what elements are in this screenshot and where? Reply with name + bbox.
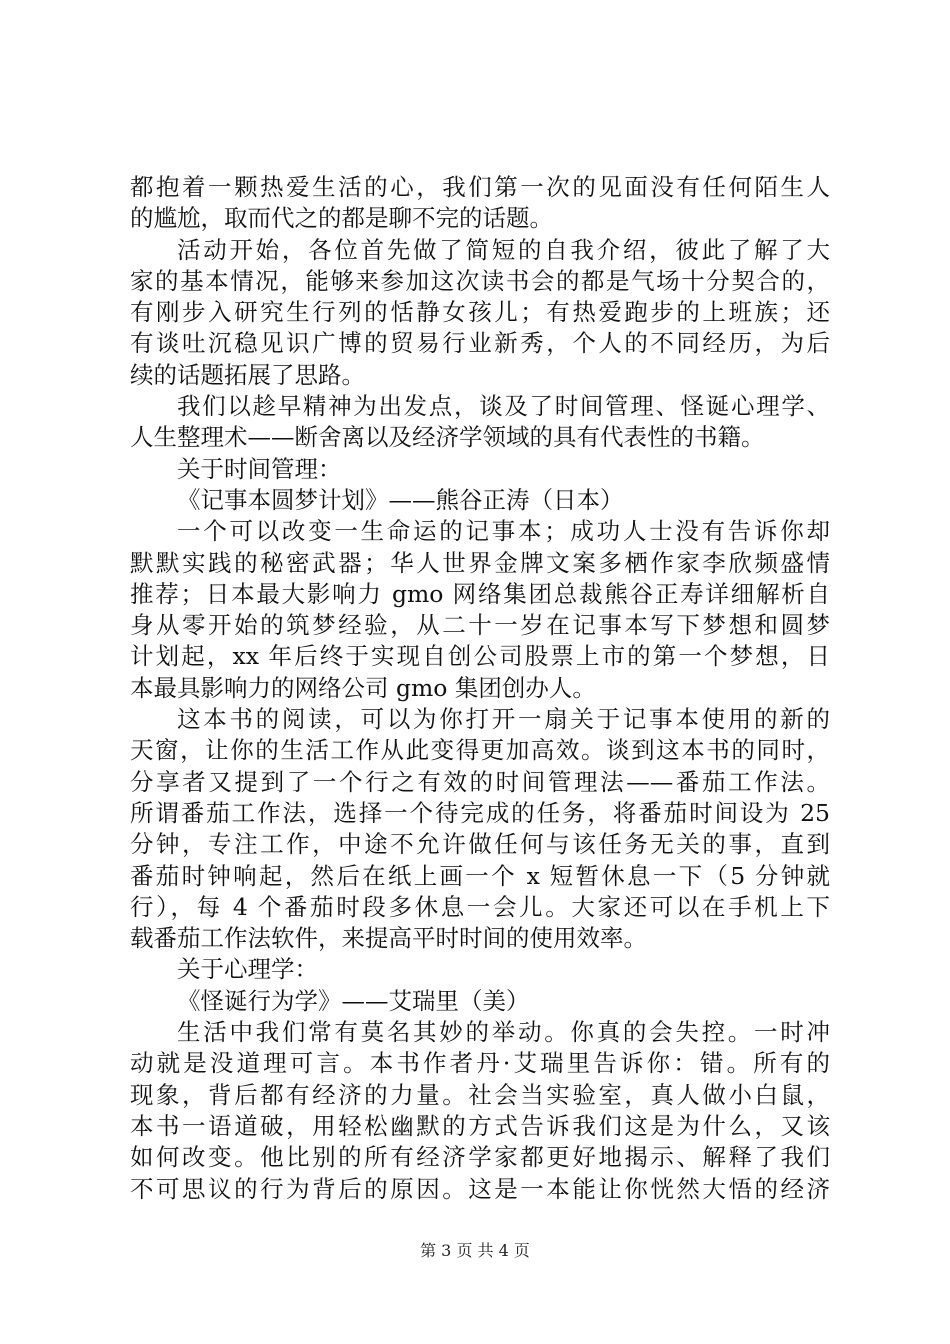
text-line: 我们以趁早精神为出发点，谈及了时间管理、怪诞心理学、 [177, 392, 830, 421]
text-line: 分钟，专注工作，中途不允许做任何与该任务无关的事，直到 [130, 830, 830, 859]
text-line: 身从零开始的筑梦经验，从二十一岁在记事本写下梦想和圆梦 [130, 611, 830, 640]
text-line: 有刚步入研究生行列的恬静女孩儿；有热爱跑步的上班族；还 [130, 298, 830, 327]
text-line: 如何改变。他比别的所有经济学家都更好地揭示、解释了我们 [130, 1143, 830, 1172]
text-line: 《记事本圆梦计划》——熊谷正涛（日本） [177, 485, 624, 514]
text-line: 的尴尬，取而代之的都是聊不完的话题。 [130, 204, 553, 233]
text-line: 生活中我们常有莫名其妙的举动。你真的会失控。一时冲 [177, 1018, 830, 1047]
text-line: 都抱着一颗热爱生活的心，我们第一次的见面没有任何陌生人 [130, 173, 830, 201]
text-line: 关于心理学： [177, 955, 318, 984]
text-line: 所谓番茄工作法，选择一个待完成的任务，将番茄时间设为 25 [130, 798, 830, 827]
text-line: 推荐；日本最大影响力 gmo 网络集团总裁熊谷正寿详细解析自 [130, 579, 830, 608]
text-line: 《怪诞行为学》——艾瑞里（美） [177, 986, 530, 1015]
text-line: 续的话题拓展了思路。 [130, 360, 365, 389]
text-line: 这本书的阅读，可以为你打开一扇关于记事本使用的新的 [177, 705, 830, 734]
text-line: 番茄时钟响起，然后在纸上画一个 x 短暂休息一下（5 分钟就 [130, 861, 830, 890]
text-line: 动就是没道理可言。本书作者丹·艾瑞里告诉你：错。所有的 [130, 1049, 830, 1078]
text-line: 本最具影响力的网络公司 gmo 集团创办人。 [130, 673, 596, 702]
text-line: 现象，背后都有经济的力量。社会当实验室，真人做小白鼠， [130, 1080, 830, 1109]
text-line: 默默实践的秘密武器；华人世界金牌文案多栖作家李欣频盛情 [130, 548, 830, 577]
body-text [130, 172, 830, 1205]
text-line: 人生整理术——断舍离以及经济学领域的具有代表性的书籍。 [130, 423, 765, 452]
text-line: 一个可以改变一生命运的记事本；成功人士没有告诉你却 [177, 517, 830, 546]
text-line: 本书一语道破，用轻松幽默的方式告诉我们这是为什么，又该 [130, 1111, 830, 1140]
text-line: 分享者又提到了一个行之有效的时间管理法——番茄工作法。 [130, 767, 830, 796]
text-line: 行），每 4 个番茄时段多休息一会儿。大家还可以在手机上下 [130, 892, 830, 921]
text-line: 天窗，让你的生活工作从此变得更加高效。谈到这本书的同时， [130, 736, 830, 765]
text-line: 有谈吐沉稳见识广博的贸易行业新秀，个人的不同经历，为后 [130, 329, 830, 358]
text-line: 不可思议的行为背后的原因。这是一本能让你恍然大悟的经济 [130, 1174, 830, 1203]
text-line: 计划起，xx 年后终于实现自创公司股票上市的第一个梦想，日 [130, 642, 830, 671]
text-line: 载番茄工作法软件，来提高平时时间的使用效率。 [130, 924, 647, 953]
text-line: 家的基本情况，能够来参加这次读书会的都是气场十分契合的， [130, 266, 830, 295]
text-line: 活动开始，各位首先做了简短的自我介绍，彼此了解了大 [177, 235, 830, 264]
page-footer: 第 3 页 共 4 页 [420, 1241, 530, 1260]
text-line: 关于时间管理： [177, 454, 342, 483]
